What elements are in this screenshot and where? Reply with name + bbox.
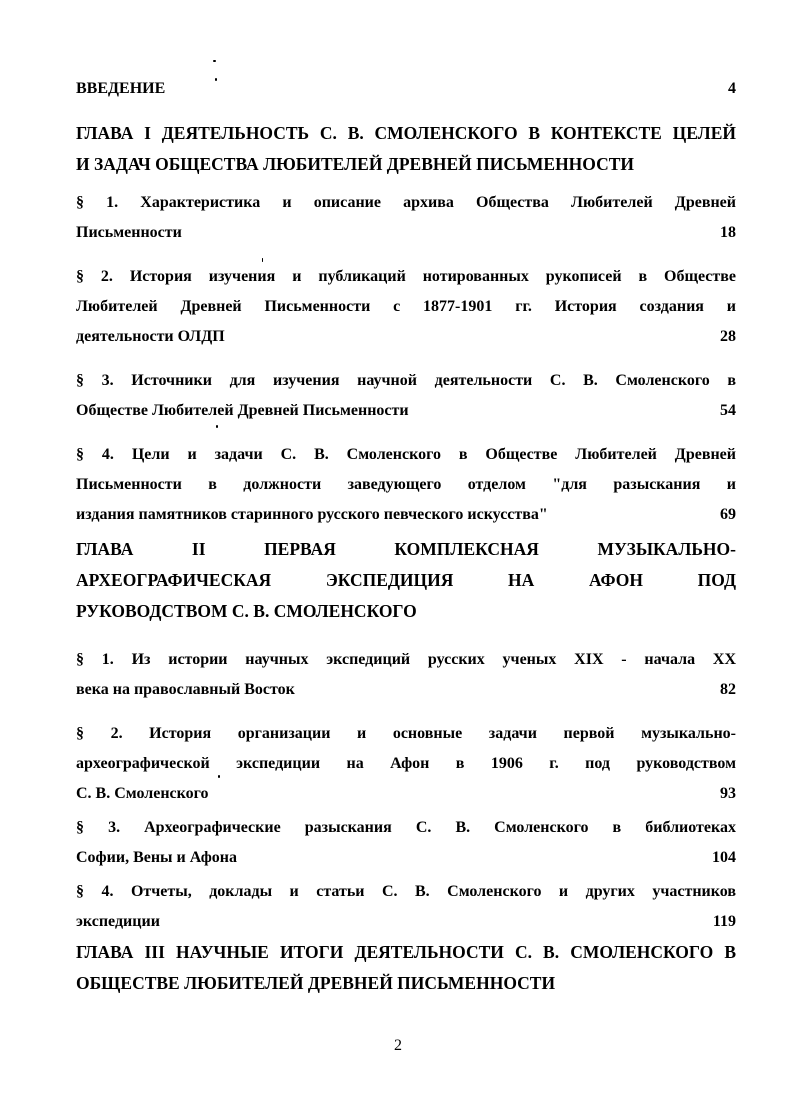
- section-line: археографической экспедиции на Афон в 1906 г. под руководством: [76, 755, 736, 772]
- toc-chapter-3: [76, 937, 736, 999]
- section-line: § 4. Цели и задачи С. В. Смоленского в Обществе Любителей Древней: [76, 446, 736, 463]
- section-last-text: Софии, Вены и Афона: [76, 849, 237, 866]
- chapter-2-title-line-3: РУКОВОДСТВОМ С. В. СМОЛЕНСКОГО: [76, 601, 417, 621]
- section-page-number: 82: [720, 681, 736, 698]
- section-line: Письменности в должности заведующего отделом "для разыскания и: [76, 476, 736, 493]
- section-line: § 1. Характеристика и описание архива Общества Любителей Древней: [76, 194, 736, 211]
- section-line: § 4. Отчеты, доклады и статьи С. В. Смоленского и других участников: [76, 883, 736, 900]
- section-last-line: [76, 779, 736, 809]
- toc-chapter-2: [76, 534, 736, 627]
- chapter-2-title-line-1: ГЛАВА II ПЕРВАЯ КОМПЛЕКСНАЯ МУЗЫКАЛЬНО-: [76, 539, 736, 559]
- toc-section-1-1: [76, 188, 736, 248]
- section-last-line: [76, 843, 736, 873]
- toc-section-2-4: [76, 877, 736, 937]
- section-last-line: [76, 396, 736, 426]
- chapter-1-title-line-1: ГЛАВА I ДЕЯТЕЛЬНОСТЬ С. В. СМОЛЕНСКОГО В КОНТЕКСТЕ ЦЕЛЕЙ: [76, 123, 736, 143]
- section-last-text: С. В. Смоленского: [76, 785, 209, 802]
- section-last-text: Обществе Любителей Древней Письменности: [76, 402, 409, 419]
- section-page-number: 119: [712, 913, 736, 930]
- chapter-1-title-line-2: И ЗАДАЧ ОБЩЕСТВА ЛЮБИТЕЛЕЙ ДРЕВНЕЙ ПИСЬМЕННОСТИ: [76, 154, 635, 174]
- section-last-text: века на православный Восток: [76, 681, 295, 698]
- section-line: § 1. Из истории научных экспедиций русских ученых XIX - начала XX: [76, 651, 736, 668]
- section-last-text: издания памятников старинного русского певческого искусства": [76, 506, 548, 523]
- section-page-number: 54: [720, 402, 736, 419]
- toc-intro-page: 4: [728, 80, 736, 97]
- chapter-2-title-line-2: АРХЕОГРАФИЧЕСКАЯ ЭКСПЕДИЦИЯ НА АФОН ПОД: [76, 570, 736, 590]
- scan-speck: [213, 60, 216, 62]
- section-last-line: [76, 907, 736, 937]
- toc-section-1-3: [76, 366, 736, 426]
- section-page-number: 104: [712, 849, 736, 866]
- toc-section-1-4: [76, 440, 736, 530]
- table-of-contents: [76, 74, 736, 999]
- chapter-3-title-line-1: ГЛАВА III НАУЧНЫЕ ИТОГИ ДЕЯТЕЛЬНОСТИ С. В. СМОЛЕНСКОГО В: [76, 942, 736, 962]
- chapter-3-title-line-2: ОБЩЕСТВЕ ЛЮБИТЕЛЕЙ ДРЕВНЕЙ ПИСЬМЕННОСТИ: [76, 973, 556, 993]
- toc-intro: [76, 74, 736, 104]
- toc-section-2-1: [76, 645, 736, 705]
- section-last-text: Письменности: [76, 224, 182, 241]
- toc-chapter-1: [76, 118, 736, 180]
- section-page-number: 93: [720, 785, 736, 802]
- section-page-number: 28: [720, 328, 736, 345]
- section-last-line: [76, 322, 736, 352]
- section-last-line: [76, 218, 736, 248]
- section-line: Любителей Древней Письменности с 1877-1901 гг. История создания и: [76, 298, 736, 315]
- toc-section-1-2: [76, 262, 736, 352]
- section-page-number: 18: [720, 224, 736, 241]
- section-last-line: [76, 500, 736, 530]
- section-line: § 2. История изучения и публикаций нотированных рукописей в Обществе: [76, 268, 736, 285]
- toc-section-2-2: [76, 719, 736, 809]
- toc-intro-title: ВВЕДЕНИЕ: [76, 80, 166, 97]
- section-last-text: деятельности ОЛДП: [76, 328, 225, 345]
- page-number: 2: [394, 1037, 402, 1054]
- section-line: § 3. Источники для изучения научной деятельности С. В. Смоленского в: [76, 372, 736, 389]
- section-page-number: 69: [720, 506, 736, 523]
- section-last-text: экспедиции: [76, 913, 160, 930]
- section-line: § 2. История организации и основные задачи первой музыкально-: [76, 725, 736, 742]
- section-line: § 3. Археографические разыскания С. В. Смоленского в библиотеках: [76, 819, 736, 836]
- section-last-line: [76, 675, 736, 705]
- toc-section-2-3: [76, 813, 736, 873]
